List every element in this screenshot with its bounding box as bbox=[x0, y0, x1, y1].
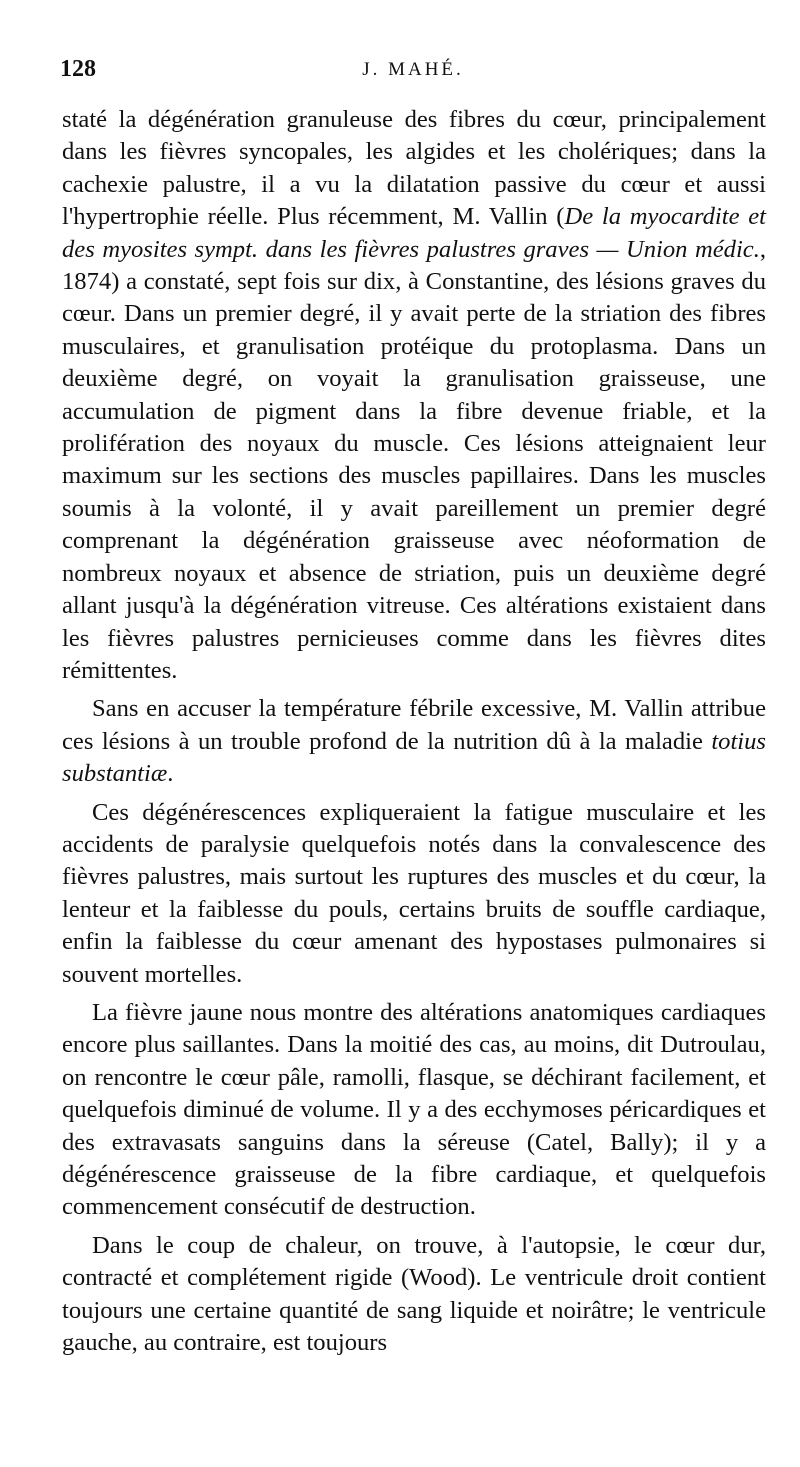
page-header bbox=[60, 56, 766, 92]
text-run: Sans en accuser la température fébrile excessive, M. Vallin attribue ces lésions à un trouble profond de la nutrition dû à la maladie bbox=[62, 695, 766, 755]
paragraph-3 bbox=[62, 797, 766, 991]
text-run: Ces dégénérescences expliqueraient la fatigue musculaire et les accidents de paralysie quelquefois notés dans la convalescence des fièvres palustres, mais surtout les ruptures des muscles et du cœur, la lenteur et la faiblesse du pouls, certains bruits de souffle cardiaque, enfin la faiblesse du cœur amenant des hypostases pulmonaires si souvent mortelles. bbox=[62, 798, 766, 988]
text-run: La fièvre jaune nous montre des altérations anatomiques cardiaques encore plus saillantes. Dans la moitié des cas, au moins, dit Dutroulau, on rencontre le cœur pâle, ramolli, flasque, se déchirant facilement, et quelquefois diminué de volume. Il y a des ecchymoses péricardiques et des extravasats sanguins dans la séreuse (Catel, Bally); il y a dégénérescence graisseuse de la fibre cardiaque, et quelquefois commencement consécutif de destruction. bbox=[62, 998, 766, 1221]
body-text bbox=[62, 104, 766, 1359]
running-head: J. MAHÉ. bbox=[362, 59, 464, 80]
text-run: . bbox=[167, 760, 174, 788]
latin-phrase-italic: totius substantiæ bbox=[62, 727, 766, 788]
paragraph-1 bbox=[62, 104, 766, 687]
text-run: , 1874) a constaté, sept fois sur dix, à Constantine, des lésions graves du cœur. Dans un premier degré, il y avait perte de la striation des fibres musculaires, et granulisation protéique du protoplasma. Dans un deuxième degré, on voyait la granulisation graisseuse, une accumulation de pigment dans la fibre devenue friable, et la prolifération des noyaux du muscle. Ces lésions atteignaient leur maximum sur les sections des muscles papillaires. Dans les muscles soumis à la volonté, il y avait pareillement un premier degré comprenant la dégénération graisseuse avec néoformation de nombreux noyaux et absence de striation, puis un deuxième degré allant jusqu'à la dégénération vitreuse. Ces altérations existaient dans les fièvres palustres pernicieuses comme dans les fièvres dites rémittentes. bbox=[62, 235, 766, 684]
paragraph-2 bbox=[62, 693, 766, 790]
text-run: staté la dégénération granuleuse des fibres du cœur, principalement dans les fièvres syncopales, les algides et les cholériques; dans la cachexie palustre, il a vu la dilatation passive du cœur et aussi l'hypertrophie réelle. Plus récemment, M. Vallin ( bbox=[62, 106, 766, 231]
text-run: Dans le coup de chaleur, on trouve, à l'autopsie, le cœur dur, contracté et complétement rigide (Wood). Le ventricule droit contient toujours une certaine quantité de sang liquide et noirâtre; le ventricule gauche, au contraire, est toujours bbox=[62, 1231, 766, 1357]
citation-italic: De la myocardite et des myosites sympt. dans les fièvres palustres graves — Union médic. bbox=[62, 203, 766, 263]
paragraph-5 bbox=[62, 1230, 766, 1360]
paragraph-4 bbox=[62, 997, 766, 1224]
page-number: 128 bbox=[60, 56, 96, 82]
